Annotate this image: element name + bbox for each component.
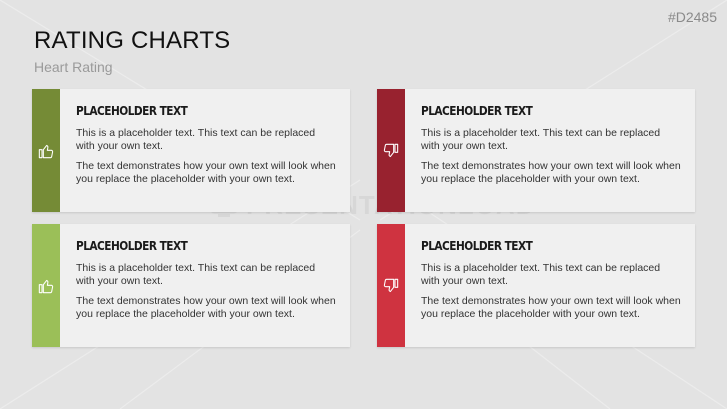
card-body-paragraph-2: The text demonstrates how your own text will look when you replace the placeholder with your own text. [421,295,681,320]
card-body [421,262,681,328]
card-body-paragraph-1: This is a placeholder text. This text can be replaced with your own text. [421,262,661,287]
card-body-paragraph-2: The text demonstrates how your own text will look when you replace the placeholder with your own text. [76,160,336,185]
card-color-strip [32,224,60,347]
card-color-strip [32,89,60,212]
card-body-paragraph-1: This is a placeholder text. This text can be replaced with your own text. [76,127,316,152]
rating-card-4 [377,224,695,347]
slide-code: #D2485 [667,9,717,25]
card-heading: PLACEHOLDER TEXT [76,104,188,118]
card-body [421,127,681,193]
card-color-strip [377,224,405,347]
page-subtitle: Heart Rating [34,59,113,75]
card-body-paragraph-1: This is a placeholder text. This text can be replaced with your own text. [76,262,316,287]
card-heading: PLACEHOLDER TEXT [76,239,188,253]
rating-card-3 [32,224,350,347]
card-body [76,127,336,193]
card-body-paragraph-2: The text demonstrates how your own text will look when you replace the placeholder with your own text. [421,160,681,185]
thumbs-up-icon [38,143,54,159]
card-body-paragraph-1: This is a placeholder text. This text can be replaced with your own text. [421,127,661,152]
thumbs-up-icon [38,278,54,294]
rating-card-1 [32,89,350,212]
rating-card-2 [377,89,695,212]
thumbs-down-icon [383,278,399,294]
thumbs-down-icon [383,143,399,159]
card-heading: PLACEHOLDER TEXT [421,104,533,118]
card-body-paragraph-2: The text demonstrates how your own text will look when you replace the placeholder with your own text. [76,295,336,320]
card-heading: PLACEHOLDER TEXT [421,239,533,253]
card-body [76,262,336,328]
page-title: RATING CHARTS [34,27,231,54]
card-color-strip [377,89,405,212]
